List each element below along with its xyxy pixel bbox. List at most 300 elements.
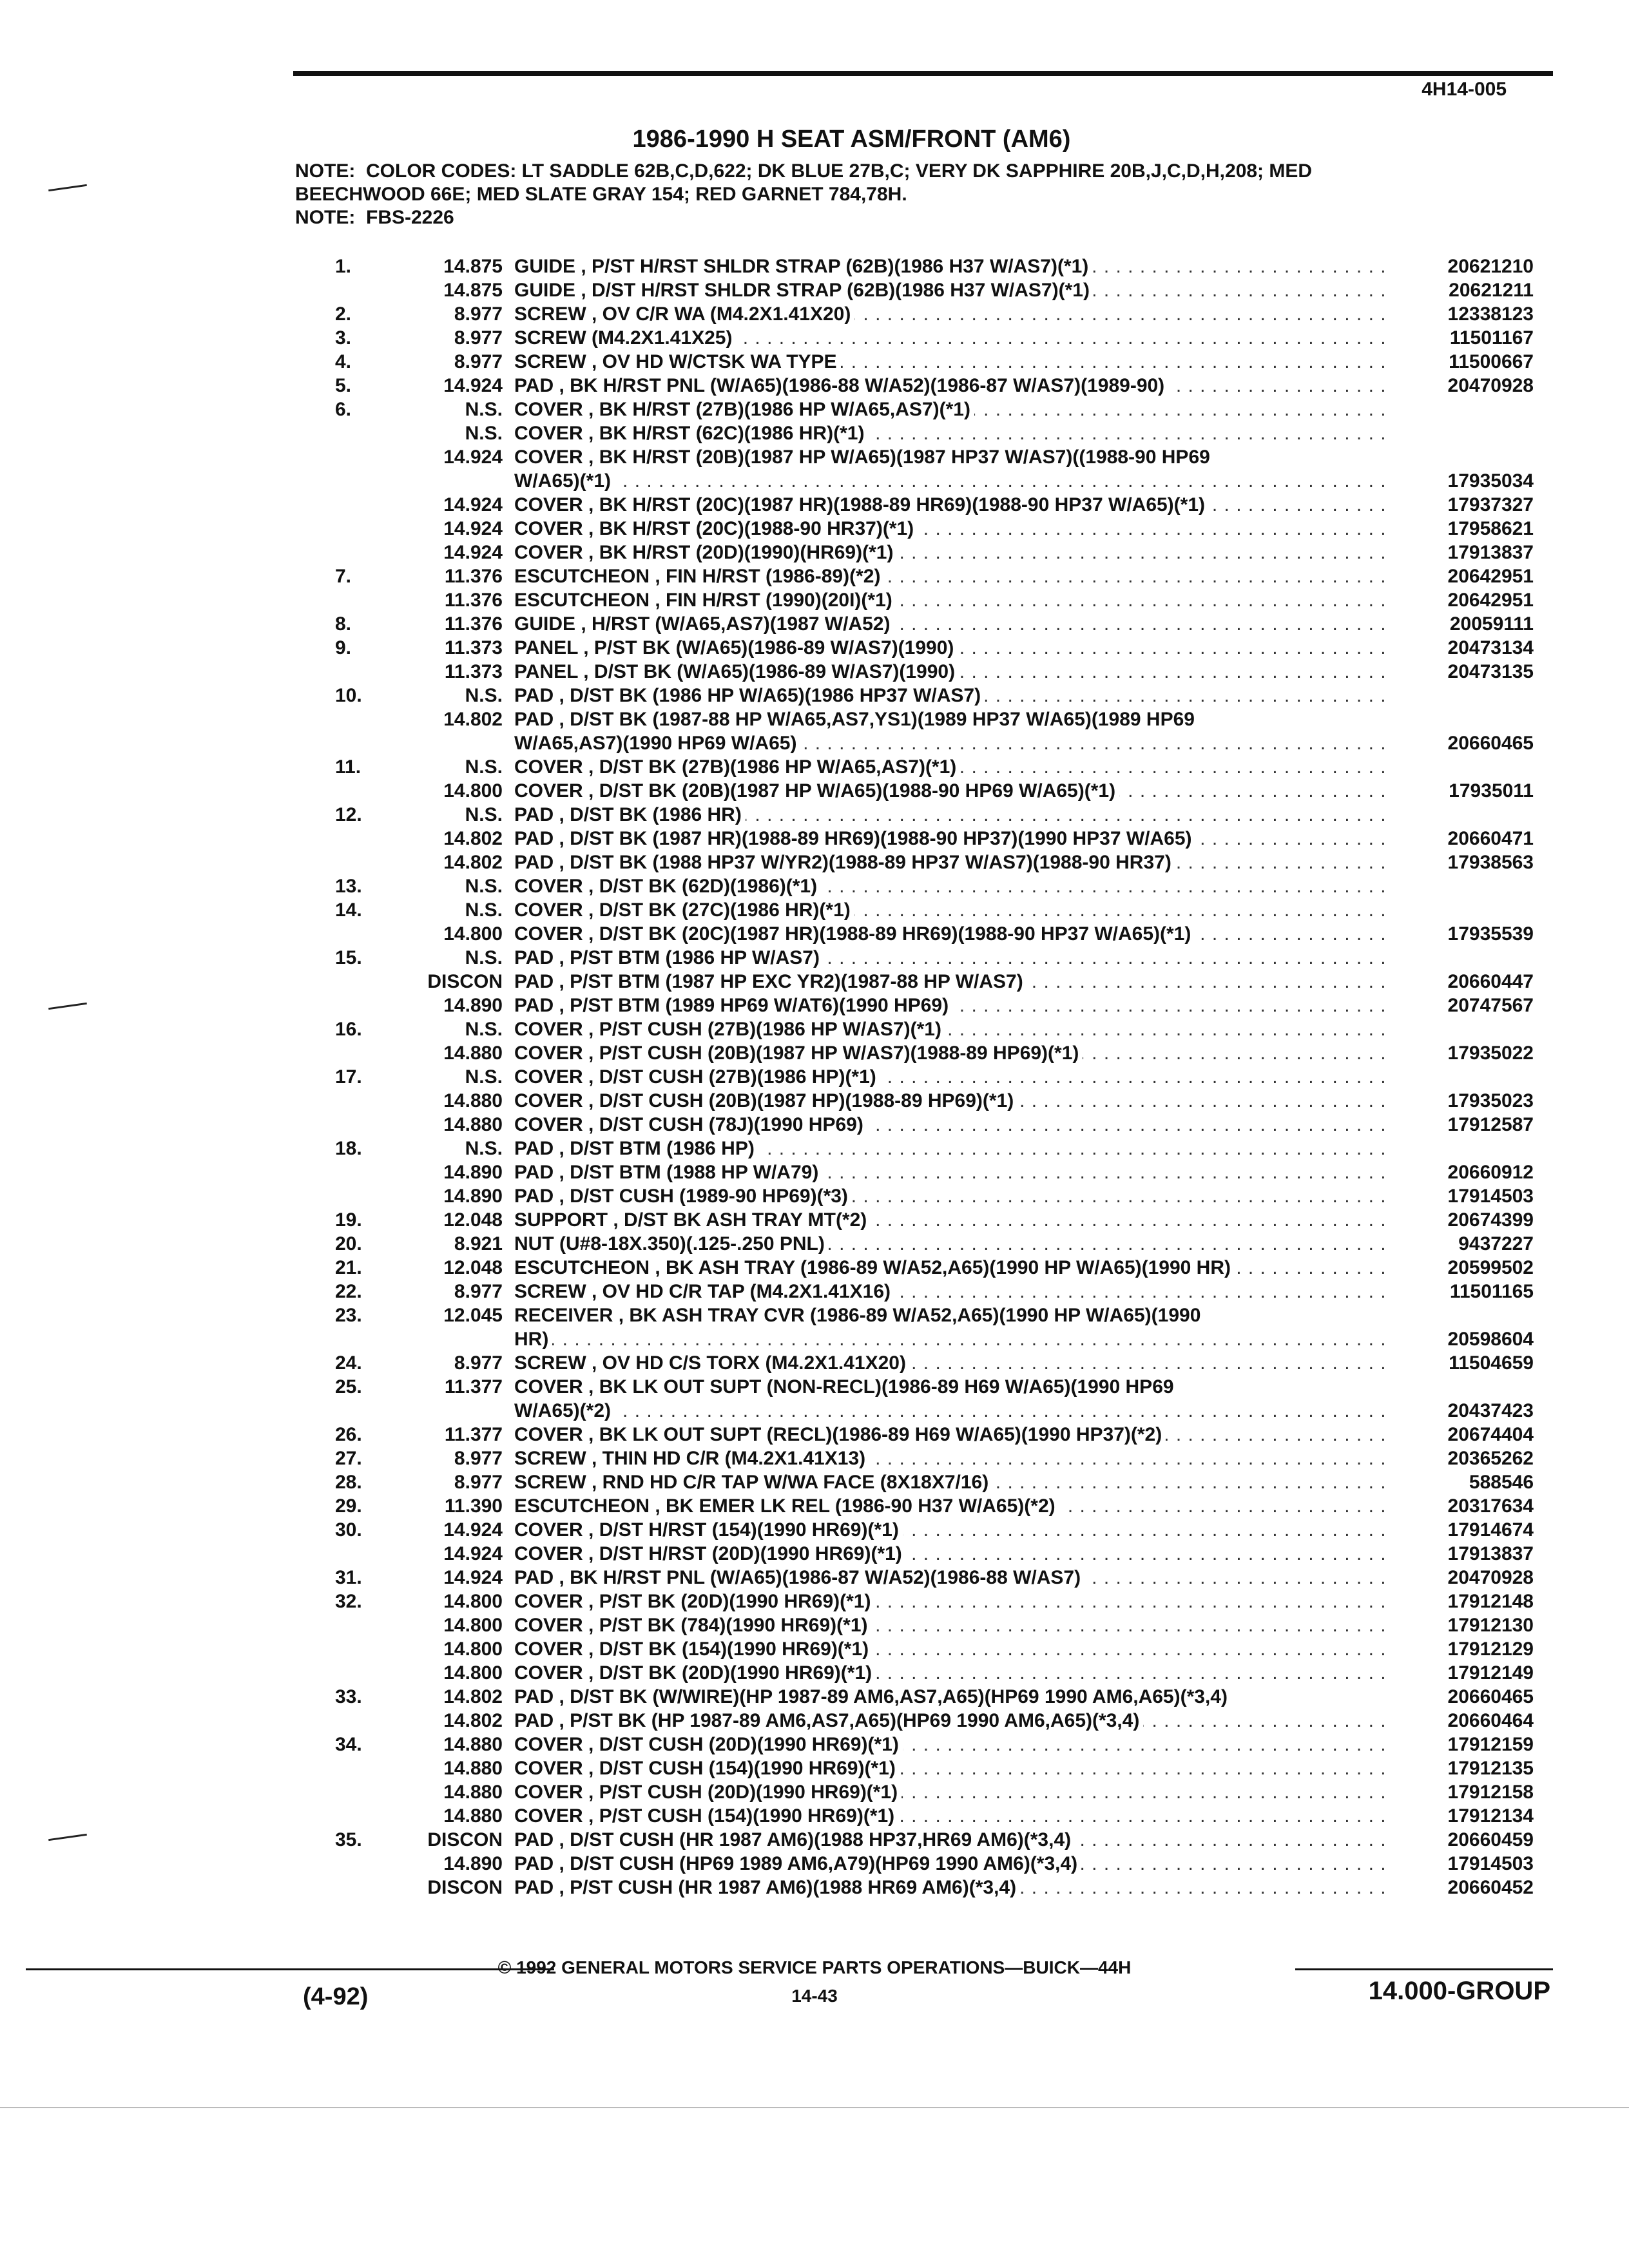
group-number: 14.802 bbox=[443, 852, 503, 873]
part-description bbox=[514, 541, 1385, 564]
part-number: 20660447 bbox=[1447, 971, 1534, 992]
part-row bbox=[335, 326, 1534, 350]
part-row bbox=[335, 1137, 1534, 1160]
part-row bbox=[335, 1184, 1534, 1208]
part-number: 20473134 bbox=[1447, 637, 1534, 658]
part-number: 17912149 bbox=[1447, 1662, 1534, 1684]
group-number: N.S. bbox=[465, 1019, 503, 1040]
part-row bbox=[335, 922, 1534, 946]
part-number: 20470928 bbox=[1447, 1567, 1534, 1588]
part-description bbox=[514, 1733, 1385, 1756]
group-number: 14.802 bbox=[443, 1710, 503, 1731]
item-number: 14. bbox=[335, 899, 362, 921]
group-number: 8.977 bbox=[454, 351, 503, 372]
header-rule bbox=[293, 71, 1553, 76]
part-description bbox=[514, 1160, 1385, 1184]
part-description-text: PAD , D/ST BK (W/WIRE)(HP 1987-89 AM6,AS7,A65)(HP69 1990 AM6,A65)(*3,4) bbox=[514, 1686, 1231, 1707]
part-description bbox=[514, 1685, 1385, 1709]
part-description bbox=[514, 1613, 1385, 1637]
item-number: 15. bbox=[335, 947, 362, 968]
part-number: 17935034 bbox=[1447, 470, 1534, 492]
group-number: 14.890 bbox=[443, 995, 503, 1016]
part-row bbox=[335, 493, 1534, 517]
part-number: 20473135 bbox=[1447, 661, 1534, 682]
group-number: 14.924 bbox=[443, 1543, 503, 1564]
group-code: 14.000-GROUP bbox=[1368, 1977, 1550, 2005]
notes-block bbox=[295, 160, 1519, 229]
item-number: 9. bbox=[335, 637, 352, 658]
group-number: DISCON bbox=[427, 971, 503, 992]
group-number: 14.800 bbox=[443, 1639, 503, 1660]
part-description bbox=[514, 1303, 1385, 1327]
group-number: 11.377 bbox=[444, 1424, 503, 1445]
part-description-text: PAD , D/ST BK (1988 HP37 W/YR2)(1988-89 HP37 W/AS7)(1988-90 HR37) bbox=[514, 852, 1175, 873]
part-row bbox=[335, 636, 1534, 660]
part-number: 17914503 bbox=[1447, 1186, 1534, 1207]
item-number: 8. bbox=[335, 613, 352, 635]
group-number: N.S. bbox=[465, 756, 503, 778]
margin-mark bbox=[48, 1834, 87, 1841]
part-number: 17913837 bbox=[1447, 542, 1534, 563]
part-row bbox=[335, 1709, 1534, 1733]
part-number: 17912159 bbox=[1447, 1734, 1534, 1755]
group-number: 8.977 bbox=[454, 303, 503, 325]
part-description-text: COVER , BK H/RST (20C)(1988-90 HR37)(*1) bbox=[514, 518, 918, 539]
group-number: 11.373 bbox=[444, 637, 503, 658]
part-number: 17912130 bbox=[1447, 1615, 1534, 1636]
part-description-text: SCREW , OV HD C/R TAP (M4.2X1.41X16) bbox=[514, 1281, 894, 1302]
part-description bbox=[514, 398, 1385, 421]
item-number: 21. bbox=[335, 1257, 362, 1278]
part-number: 11501165 bbox=[1449, 1281, 1534, 1302]
part-row bbox=[335, 1470, 1534, 1494]
group-number: 14.802 bbox=[443, 1686, 503, 1707]
part-description bbox=[514, 660, 1385, 684]
part-description bbox=[514, 707, 1385, 731]
group-number: 11.377 bbox=[444, 1376, 503, 1398]
part-description-text: W/A65,AS7)(1990 HP69 W/A65) bbox=[514, 733, 801, 754]
part-description-text: COVER , D/ST CUSH (20D)(1990 HR69)(*1) bbox=[514, 1734, 903, 1755]
part-description-text: SCREW , OV HD W/CTSK WA TYPE bbox=[514, 351, 841, 372]
part-description-text: PAD , D/ST BK (1987 HR)(1988-89 HR69)(1988-90 HP37)(1990 HP37 W/A65) bbox=[514, 828, 1196, 849]
group-number: 14.924 bbox=[443, 518, 503, 539]
part-row bbox=[335, 731, 1534, 755]
part-number: 588546 bbox=[1469, 1472, 1534, 1493]
part-number: 20660464 bbox=[1447, 1710, 1534, 1731]
group-number: 12.048 bbox=[443, 1257, 503, 1278]
part-description-text: COVER , P/ST BK (784)(1990 HR69)(*1) bbox=[514, 1615, 872, 1636]
part-description bbox=[514, 517, 1385, 541]
part-row bbox=[335, 1733, 1534, 1756]
part-row bbox=[335, 1590, 1534, 1613]
group-number: 14.880 bbox=[443, 1090, 503, 1111]
part-number: 20660452 bbox=[1447, 1877, 1534, 1898]
part-description-text: ESCUTCHEON , BK ASH TRAY (1986-89 W/A52,A65)(1990 HP W/A65)(1990 HR) bbox=[514, 1257, 1235, 1278]
part-description bbox=[514, 493, 1385, 517]
part-row bbox=[335, 588, 1534, 612]
item-number: 18. bbox=[335, 1138, 362, 1159]
part-row bbox=[335, 445, 1534, 469]
group-number: 14.924 bbox=[443, 375, 503, 396]
part-row bbox=[335, 1160, 1534, 1184]
part-description bbox=[514, 588, 1385, 612]
part-description bbox=[514, 1446, 1385, 1470]
part-description bbox=[514, 970, 1385, 994]
group-number: 14.802 bbox=[443, 709, 503, 730]
part-description bbox=[514, 994, 1385, 1017]
part-number: 20660471 bbox=[1447, 828, 1534, 849]
item-number: 1. bbox=[335, 256, 352, 277]
part-number: 11504659 bbox=[1449, 1352, 1534, 1374]
part-description-text: COVER , BK LK OUT SUPT (RECL)(1986-89 H69 W/A65)(1990 HP37)(*2) bbox=[514, 1424, 1166, 1445]
part-row bbox=[335, 1852, 1534, 1876]
part-description bbox=[514, 302, 1385, 326]
part-description-text: GUIDE , D/ST H/RST SHLDR STRAP (62B)(1986 H37 W/AS7)(*1) bbox=[514, 280, 1094, 301]
part-description-text: PAD , BK H/RST PNL (W/A65)(1986-88 W/A52)(1986-87 W/AS7)(1989-90) bbox=[514, 375, 1168, 396]
group-number: 14.802 bbox=[443, 828, 503, 849]
item-number: 33. bbox=[335, 1686, 362, 1707]
part-description bbox=[514, 1828, 1385, 1852]
group-number: 11.373 bbox=[444, 661, 503, 682]
part-number: 17912587 bbox=[1447, 1114, 1534, 1135]
item-number: 10. bbox=[335, 685, 362, 706]
part-row bbox=[335, 1494, 1534, 1518]
part-description bbox=[514, 1637, 1385, 1661]
part-description bbox=[514, 445, 1385, 469]
part-row bbox=[335, 1661, 1534, 1685]
group-number: 14.924 bbox=[443, 1519, 503, 1541]
part-description-text: PAD , P/ST BTM (1989 HP69 W/AT6)(1990 HP69) bbox=[514, 995, 952, 1016]
part-number: 17935011 bbox=[1449, 780, 1534, 802]
part-description bbox=[514, 755, 1385, 779]
part-number: 17912134 bbox=[1447, 1805, 1534, 1827]
part-description bbox=[514, 1470, 1385, 1494]
part-row bbox=[335, 946, 1534, 970]
part-row bbox=[335, 898, 1534, 922]
part-description bbox=[514, 350, 1385, 374]
part-number: 11501167 bbox=[1449, 327, 1534, 349]
part-number: 17914674 bbox=[1447, 1519, 1534, 1541]
part-description bbox=[514, 874, 1385, 898]
group-number: N.S. bbox=[465, 1066, 503, 1088]
group-number: 14.800 bbox=[443, 923, 503, 945]
item-number: 25. bbox=[335, 1376, 362, 1398]
part-row bbox=[335, 1303, 1534, 1327]
item-number: 19. bbox=[335, 1209, 362, 1231]
part-number: 20660912 bbox=[1447, 1162, 1534, 1183]
part-description-text: PANEL , P/ST BK (W/A65)(1986-89 W/AS7)(1990) bbox=[514, 637, 958, 658]
part-description-text: ESCUTCHEON , FIN H/RST (1990)(20I)(*1) bbox=[514, 590, 896, 611]
part-description-text: COVER , BK H/RST (20D)(1990)(HR69)(*1) bbox=[514, 542, 897, 563]
part-description bbox=[514, 1852, 1385, 1876]
part-description bbox=[514, 1542, 1385, 1566]
part-description-text: SUPPORT , D/ST BK ASH TRAY MT(*2) bbox=[514, 1209, 871, 1231]
part-description bbox=[514, 922, 1385, 946]
group-number: N.S. bbox=[465, 947, 503, 968]
part-description-text: COVER , D/ST BK (20C)(1987 HR)(1988-89 HR69)(1988-90 HP37 W/A65)(*1) bbox=[514, 923, 1195, 945]
group-number: 8.977 bbox=[454, 1281, 503, 1302]
item-number: 2. bbox=[335, 303, 352, 325]
item-number: 30. bbox=[335, 1519, 362, 1541]
group-number: N.S. bbox=[465, 423, 503, 444]
part-description-text: SCREW , RND HD C/R TAP W/WA FACE (8X18X7/16) bbox=[514, 1472, 992, 1493]
part-row bbox=[335, 684, 1534, 707]
part-number: 17935022 bbox=[1447, 1043, 1534, 1064]
part-description bbox=[514, 421, 1385, 445]
part-description-text: COVER , D/ST CUSH (27B)(1986 HP)(*1) bbox=[514, 1066, 880, 1088]
group-number: 8.977 bbox=[454, 1448, 503, 1469]
item-number: 34. bbox=[335, 1734, 362, 1755]
part-row bbox=[335, 1566, 1534, 1590]
group-number: 11.390 bbox=[444, 1495, 503, 1517]
group-number: 14.880 bbox=[443, 1782, 503, 1803]
part-row bbox=[335, 874, 1534, 898]
part-description bbox=[514, 779, 1385, 803]
group-number: 14.890 bbox=[443, 1162, 503, 1183]
part-number: 20598604 bbox=[1447, 1329, 1534, 1350]
part-row bbox=[335, 1280, 1534, 1303]
part-description-text: SCREW , OV HD C/S TORX (M4.2X1.41X20) bbox=[514, 1352, 910, 1374]
margin-mark bbox=[48, 1003, 87, 1010]
part-row bbox=[335, 1399, 1534, 1423]
group-number: N.S. bbox=[465, 685, 503, 706]
part-description bbox=[514, 374, 1385, 398]
part-description-text: W/A65)(*1) bbox=[514, 470, 615, 492]
part-description bbox=[514, 1780, 1385, 1804]
part-description-text: HR) bbox=[514, 1329, 552, 1350]
group-number: N.S. bbox=[465, 804, 503, 825]
part-description-text: PAD , D/ST BK (1987-88 HP W/A65,AS7,YS1)(1989 HP37 W/A65)(1989 HP69 bbox=[514, 709, 1199, 730]
item-number: 20. bbox=[335, 1233, 362, 1254]
group-number: 12.045 bbox=[443, 1305, 503, 1326]
part-row bbox=[335, 1423, 1534, 1446]
item-number: 31. bbox=[335, 1567, 362, 1588]
part-description-text: COVER , P/ST CUSH (27B)(1986 HP W/AS7)(*1) bbox=[514, 1019, 945, 1040]
part-description-text: COVER , BK H/RST (27B)(1986 HP W/A65,AS7)(*1) bbox=[514, 399, 974, 420]
group-number: N.S. bbox=[465, 1138, 503, 1159]
part-description bbox=[514, 1375, 1385, 1399]
part-description bbox=[514, 898, 1385, 922]
part-row bbox=[335, 827, 1534, 850]
part-description bbox=[514, 1184, 1385, 1208]
part-number: 20599502 bbox=[1447, 1257, 1534, 1278]
part-row bbox=[335, 541, 1534, 564]
group-number: 14.800 bbox=[443, 1615, 503, 1636]
item-number: 13. bbox=[335, 876, 362, 897]
part-description bbox=[514, 1423, 1385, 1446]
parts-list bbox=[335, 255, 1534, 1899]
part-row bbox=[335, 1375, 1534, 1399]
part-row bbox=[335, 255, 1534, 278]
part-description-text: PAD , D/ST CUSH (HP69 1989 AM6,A79)(HP69 1990 AM6)(*3,4) bbox=[514, 1853, 1081, 1874]
part-number: 12338123 bbox=[1447, 303, 1534, 325]
part-description bbox=[514, 1494, 1385, 1518]
part-description bbox=[514, 1661, 1385, 1685]
group-number: 8.977 bbox=[454, 1352, 503, 1374]
group-number: 14.880 bbox=[443, 1114, 503, 1135]
part-row bbox=[335, 1804, 1534, 1828]
part-description-text: PAD , D/ST BK (1986 HP W/A65)(1986 HP37 W/AS7) bbox=[514, 685, 985, 706]
group-number: 14.800 bbox=[443, 1591, 503, 1612]
group-number: N.S. bbox=[465, 899, 503, 921]
part-row bbox=[335, 1685, 1534, 1709]
part-row bbox=[335, 850, 1534, 874]
part-description bbox=[514, 255, 1385, 278]
item-number: 22. bbox=[335, 1281, 362, 1302]
part-row bbox=[335, 1113, 1534, 1137]
margin-mark bbox=[48, 184, 87, 191]
part-row bbox=[335, 1876, 1534, 1899]
part-description-text: COVER , D/ST CUSH (78J)(1990 HP69) bbox=[514, 1114, 867, 1135]
part-row bbox=[335, 660, 1534, 684]
group-number: 8.977 bbox=[454, 327, 503, 349]
part-description bbox=[514, 612, 1385, 636]
note-line: NOTE: COLOR CODES: LT SADDLE 62B,C,D,622; DK BLUE 27B,C; VERY DK SAPPHIRE 20B,J,C,D,H,208; MED bbox=[295, 160, 1313, 182]
group-number: 14.800 bbox=[443, 780, 503, 802]
part-row bbox=[335, 612, 1534, 636]
part-row bbox=[335, 779, 1534, 803]
part-row bbox=[335, 1017, 1534, 1041]
part-description-text: SCREW (M4.2X1.41X25) bbox=[514, 327, 736, 349]
part-description-text: COVER , D/ST BK (27C)(1986 HR)(*1) bbox=[514, 899, 854, 921]
part-row bbox=[335, 1208, 1534, 1232]
part-number: 17938563 bbox=[1447, 852, 1534, 873]
group-number: 14.875 bbox=[443, 256, 503, 277]
part-description-text: COVER , D/ST H/RST (20D)(1990 HR69)(*1) bbox=[514, 1543, 906, 1564]
part-description bbox=[514, 731, 1385, 755]
group-number: N.S. bbox=[465, 399, 503, 420]
item-number: 3. bbox=[335, 327, 352, 349]
part-row bbox=[335, 469, 1534, 493]
part-row bbox=[335, 1041, 1534, 1065]
part-number: 20621211 bbox=[1449, 280, 1534, 301]
part-row bbox=[335, 398, 1534, 421]
part-description bbox=[514, 1518, 1385, 1542]
part-number: 20642951 bbox=[1447, 590, 1534, 611]
part-row bbox=[335, 1065, 1534, 1089]
part-row bbox=[335, 1256, 1534, 1280]
part-description bbox=[514, 278, 1385, 302]
part-row bbox=[335, 1828, 1534, 1852]
part-number: 20747567 bbox=[1447, 995, 1534, 1016]
part-number: 20642951 bbox=[1447, 566, 1534, 587]
part-description bbox=[514, 1232, 1385, 1256]
item-number: 11. bbox=[335, 756, 361, 778]
group-number: 14.924 bbox=[443, 494, 503, 515]
item-number: 4. bbox=[335, 351, 352, 372]
part-description-text: SCREW , THIN HD C/R (M4.2X1.41X13) bbox=[514, 1448, 869, 1469]
group-number: 14.924 bbox=[443, 1567, 503, 1588]
part-row bbox=[335, 421, 1534, 445]
part-number: 9437227 bbox=[1458, 1233, 1534, 1254]
part-description bbox=[514, 1590, 1385, 1613]
item-number: 28. bbox=[335, 1472, 362, 1493]
group-number: 8.921 bbox=[454, 1233, 503, 1254]
page-title: 1986-1990 H SEAT ASM/FRONT (AM6) bbox=[632, 126, 1071, 153]
part-description bbox=[514, 1351, 1385, 1375]
part-number: 20660465 bbox=[1447, 733, 1534, 754]
part-number: 11500667 bbox=[1449, 351, 1534, 372]
note-line: BEECHWOOD 66E; MED SLATE GRAY 154; RED GARNET 784,78H. bbox=[295, 184, 907, 205]
part-description-text: PAD , P/ST CUSH (HR 1987 AM6)(1988 HR69 AM6)(*3,4) bbox=[514, 1877, 1020, 1898]
part-description-text: COVER , D/ST BK (27B)(1986 HP W/A65,AS7)(*1) bbox=[514, 756, 960, 778]
part-description-text: COVER , D/ST CUSH (20B)(1987 HP)(1988-89 HP69)(*1) bbox=[514, 1090, 1017, 1111]
group-number: N.S. bbox=[465, 876, 503, 897]
part-description-text: COVER , P/ST CUSH (20B)(1987 HP W/AS7)(1988-89 HP69)(*1) bbox=[514, 1043, 1083, 1064]
part-row bbox=[335, 564, 1534, 588]
part-description-text: GUIDE , H/RST (W/A65,AS7)(1987 W/A52) bbox=[514, 613, 894, 635]
date-code: (4-92) bbox=[303, 1983, 369, 2010]
part-description-text: COVER , P/ST CUSH (154)(1990 HR69)(*1) bbox=[514, 1805, 898, 1827]
group-number: 11.376 bbox=[444, 590, 503, 611]
part-description-text: COVER , D/ST BK (154)(1990 HR69)(*1) bbox=[514, 1639, 872, 1660]
part-row bbox=[335, 1613, 1534, 1637]
part-description-text: NUT (U#8-18X.350)(.125-.250 PNL) bbox=[514, 1233, 829, 1254]
part-number: 17935539 bbox=[1447, 923, 1534, 945]
part-number: 17958621 bbox=[1447, 518, 1534, 539]
part-description-text: ESCUTCHEON , FIN H/RST (1986-89)(*2) bbox=[514, 566, 884, 587]
part-description bbox=[514, 1756, 1385, 1780]
part-row bbox=[335, 1327, 1534, 1351]
item-number: 7. bbox=[335, 566, 352, 587]
copyright-text: © 1992 GENERAL MOTORS SERVICE PARTS OPERATIONS—BUICK—44H bbox=[497, 1957, 1132, 1977]
part-number: 20437423 bbox=[1447, 1400, 1534, 1421]
part-description-text: COVER , BK LK OUT SUPT (NON-RECL)(1986-89 H69 W/A65)(1990 HP69 bbox=[514, 1376, 1178, 1398]
part-description bbox=[514, 1399, 1385, 1423]
group-number: 14.880 bbox=[443, 1805, 503, 1827]
part-description-text: COVER , BK H/RST (20C)(1987 HR)(1988-89 HR69)(1988-90 HP37 W/A65)(*1) bbox=[514, 494, 1209, 515]
part-description-text: RECEIVER , BK ASH TRAY CVR (1986-89 W/A52,A65)(1990 HP W/A65)(1990 bbox=[514, 1305, 1204, 1326]
part-row bbox=[335, 1089, 1534, 1113]
part-description bbox=[514, 1256, 1385, 1280]
part-description bbox=[514, 1017, 1385, 1041]
part-number: 17912135 bbox=[1447, 1758, 1534, 1779]
part-description-text: COVER , D/ST H/RST (154)(1990 HR69)(*1) bbox=[514, 1519, 903, 1541]
part-description-text: SCREW , OV C/R WA (M4.2X1.41X20) bbox=[514, 303, 854, 325]
group-number: 8.977 bbox=[454, 1472, 503, 1493]
part-description bbox=[514, 1137, 1385, 1160]
part-description bbox=[514, 1041, 1385, 1065]
part-number: 17935023 bbox=[1447, 1090, 1534, 1111]
item-number: 29. bbox=[335, 1495, 362, 1517]
part-row bbox=[335, 1518, 1534, 1542]
part-description bbox=[514, 850, 1385, 874]
part-description bbox=[514, 636, 1385, 660]
part-number: 17912148 bbox=[1447, 1591, 1534, 1612]
part-description-text: PAD , BK H/RST PNL (W/A65)(1986-87 W/A52)(1986-88 W/AS7) bbox=[514, 1567, 1084, 1588]
part-description-text: COVER , D/ST CUSH (154)(1990 HR69)(*1) bbox=[514, 1758, 900, 1779]
part-row bbox=[335, 302, 1534, 326]
part-description-text: PAD , P/ST BK (HP 1987-89 AM6,AS7,A65)(HP69 1990 AM6,A65)(*3,4) bbox=[514, 1710, 1143, 1731]
part-row bbox=[335, 1637, 1534, 1661]
part-number: 17914503 bbox=[1447, 1853, 1534, 1874]
part-number: 17937327 bbox=[1447, 494, 1534, 515]
note-line: NOTE: FBS-2226 bbox=[295, 207, 454, 228]
part-description-text: ESCUTCHEON , BK EMER LK REL (1986-90 H37 W/A65)(*2) bbox=[514, 1495, 1059, 1517]
group-number: DISCON bbox=[427, 1877, 503, 1898]
part-row bbox=[335, 1542, 1534, 1566]
part-description-text: COVER , D/ST BK (20B)(1987 HP W/A65)(1988-90 HP69 W/A65)(*1) bbox=[514, 780, 1119, 802]
part-row bbox=[335, 803, 1534, 827]
part-description bbox=[514, 1280, 1385, 1303]
item-number: 5. bbox=[335, 375, 352, 396]
part-number: 20059111 bbox=[1449, 613, 1534, 635]
part-row bbox=[335, 1232, 1534, 1256]
part-description-text: PAD , D/ST CUSH (HR 1987 AM6)(1988 HP37,HR69 AM6)(*3,4) bbox=[514, 1829, 1075, 1850]
group-number: 14.924 bbox=[443, 542, 503, 563]
part-description-text: PAD , D/ST BK (1986 HR) bbox=[514, 804, 746, 825]
item-number: 27. bbox=[335, 1448, 362, 1469]
